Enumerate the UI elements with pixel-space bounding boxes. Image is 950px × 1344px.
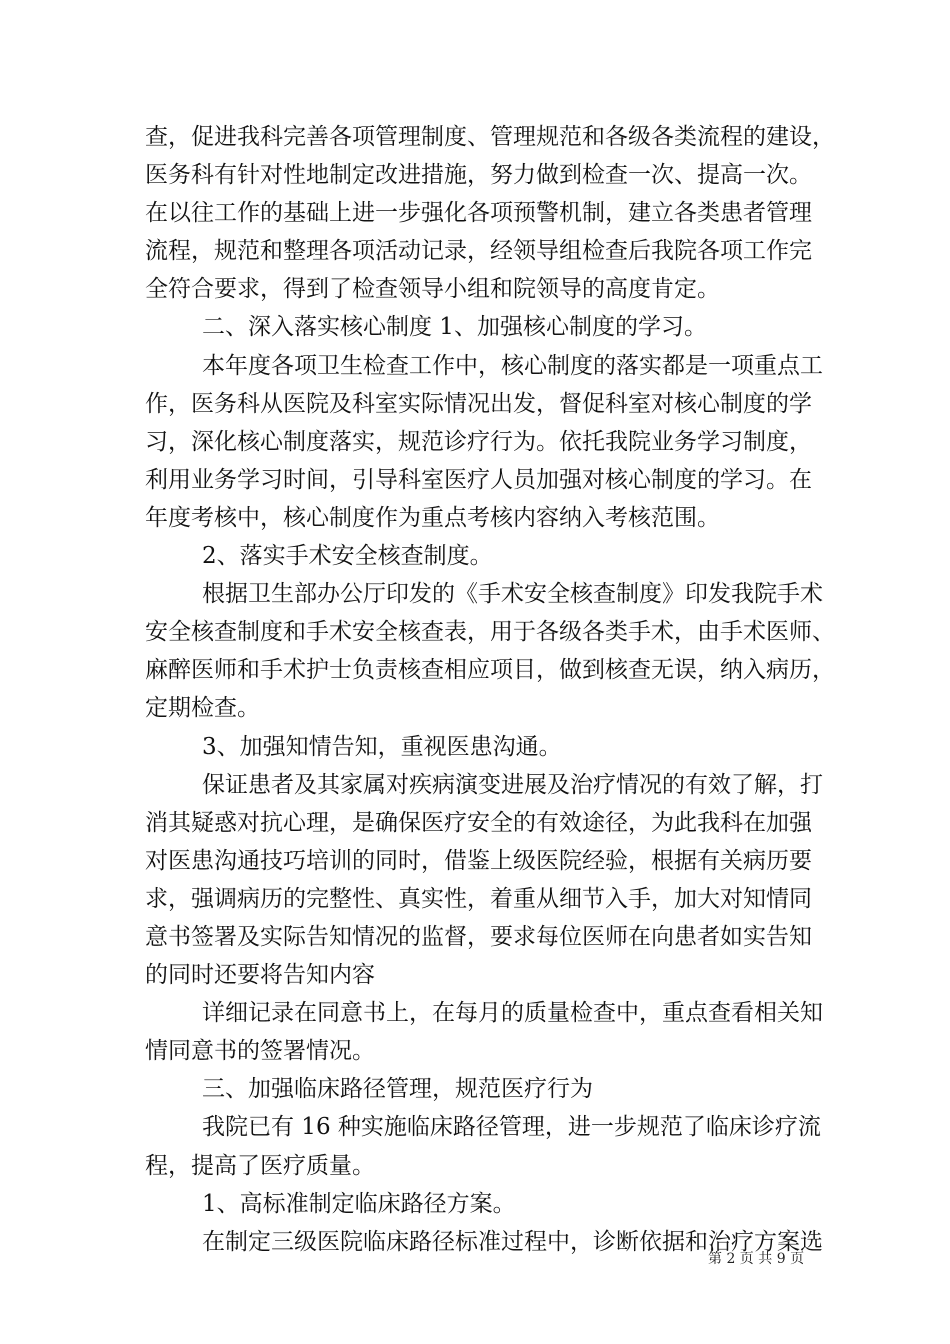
text-line: 根据卫生部办公厅印发的《手术安全核查制度》印发我院手术 xyxy=(202,581,823,608)
text-line: 全符合要求，得到了检查领导小组和院领导的高度肯定。 xyxy=(145,276,720,303)
text-line: 本年度各项卫生检查工作中，核心制度的落实都是一项重点工 xyxy=(202,352,823,379)
subsection-heading: 3、加强知情告知，重视医患沟通。 xyxy=(202,733,562,760)
text-line: 定期检查。 xyxy=(145,695,260,722)
text-line: 意书签署及实际告知情况的监督，要求每位医师在向患者如实告知 xyxy=(145,923,812,950)
text-line: 保证患者及其家属对疾病演变进展及治疗情况的有效了解，打 xyxy=(202,771,823,798)
text-line: 的同时还要将告知内容 xyxy=(145,962,375,989)
text-line: 详细记录在同意书上，在每月的质量检查中，重点查看相关知 xyxy=(202,1000,823,1027)
section-heading: 二、深入落实核心制度 1、加强核心制度的学习。 xyxy=(202,314,707,341)
text-line: 安全核查制度和手术安全核查表，用于各级各类手术，由手术医师、 xyxy=(145,619,835,646)
text-line: 对医患沟通技巧培训的同时，借鉴上级医院经验，根据有关病历要 xyxy=(145,847,812,874)
text-line: 在以往工作的基础上进一步强化各项预警机制，建立各类患者管理 xyxy=(145,200,812,227)
text-line: 医务科有针对性地制定改进措施，努力做到检查一次、提高一次。 xyxy=(145,162,812,189)
text-line: 消其疑惑对抗心理，是确保医疗安全的有效途径，为此我科在加强 xyxy=(145,809,812,836)
body-text xyxy=(145,118,835,1261)
text-line: 程，提高了医疗质量。 xyxy=(145,1152,375,1179)
text-line: 年度考核中，核心制度作为重点考核内容纳入考核范围。 xyxy=(145,504,720,531)
subsection-heading: 1、高标准制定临床路径方案。 xyxy=(202,1190,516,1217)
text-line: 流程，规范和整理各项活动记录，经领导组检查后我院各项工作完 xyxy=(145,238,812,265)
text-line: 我院已有 16 种实施临床路径管理，进一步规范了临床诊疗流 xyxy=(202,1114,821,1141)
text-line: 查，促进我科完善各项管理制度、管理规范和各级各类流程的建设， xyxy=(145,124,835,150)
text-line: 情同意书的签署情况。 xyxy=(145,1038,375,1065)
text-line: 利用业务学习时间，引导科室医疗人员加强对核心制度的学习。在 xyxy=(145,466,812,493)
text-line: 作，医务科从医院及科室实际情况出发，督促科室对核心制度的学 xyxy=(145,390,812,417)
text-line: 求，强调病历的完整性、真实性，着重从细节入手，加大对知情同 xyxy=(145,885,812,912)
page-number: 第 2 页 共 9 页 xyxy=(708,1251,805,1267)
section-heading: 三、加强临床路径管理，规范医疗行为 xyxy=(202,1076,593,1103)
text-line: 麻醉医师和手术护士负责核查相应项目，做到核查无误，纳入病历， xyxy=(145,657,835,684)
subsection-heading: 2、落实手术安全核查制度。 xyxy=(202,543,493,570)
text-line: 习，深化核心制度落实，规范诊疗行为。依托我院业务学习制度， xyxy=(145,428,812,455)
text-line: 在制定三级医院临床路径标准过程中，诊断依据和治疗方案选 xyxy=(202,1228,823,1255)
